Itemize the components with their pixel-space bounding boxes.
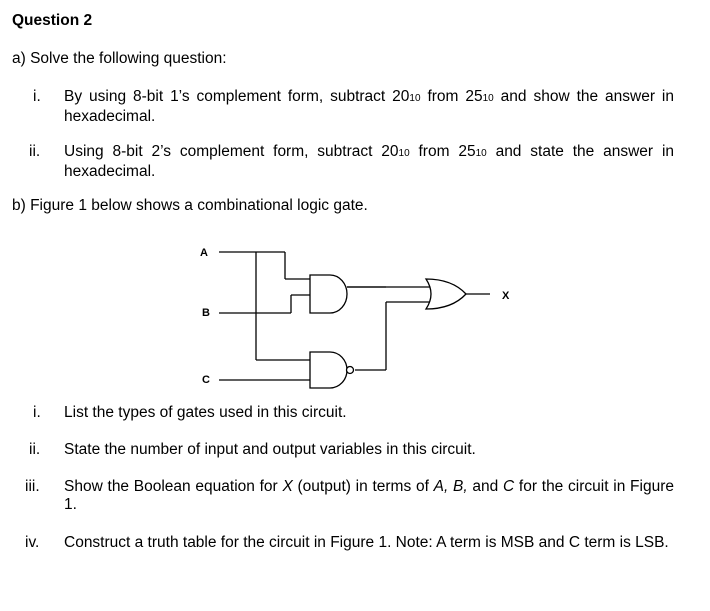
circuit-wires <box>219 252 490 380</box>
nand-gate <box>310 352 347 388</box>
part-b-item-3-number: iii. <box>25 478 40 495</box>
part-b-heading: b) Figure 1 below shows a combinational logic gate. <box>12 197 368 214</box>
subscript: 10 <box>475 148 487 159</box>
part-b-item-2-number: ii. <box>29 441 41 458</box>
input-a-label: A <box>200 247 208 259</box>
part-b-item-2-text: State the number of input and output variables in this circuit. <box>64 441 476 458</box>
inversion-bubble <box>347 367 354 374</box>
part-b-item-3-text: Show the Boolean equation for X (output) in terms of A, B, and C for the circuit in Figure 1. <box>64 478 674 513</box>
input-c-label: C <box>202 374 210 386</box>
input-b-label: B <box>202 307 210 319</box>
output-x-label: X <box>502 290 510 302</box>
part-b-item-1-text: List the types of gates used in this circuit. <box>64 404 347 421</box>
subscript: 10 <box>409 93 421 104</box>
or-gate <box>426 279 466 309</box>
part-a-item-2-text: Using 8-bit 2’s complement form, subtract 2010 from 2510 and state the answer in hexadecimal. <box>64 143 675 180</box>
part-a-item-2-number: ii. <box>29 143 41 160</box>
part-b-item-4-number: iv. <box>25 534 40 551</box>
question-title: Question 2 <box>12 12 93 29</box>
part-b-item-4-text: Construct a truth table for the circuit in Figure 1. Note: A term is MSB and C term is LSB. <box>64 534 669 551</box>
subscript: 10 <box>398 148 410 159</box>
and-gate <box>310 275 347 313</box>
part-a-heading: a) Solve the following question: <box>12 50 227 67</box>
subscript: 10 <box>482 93 494 104</box>
part-a-item-1-text: By using 8-bit 1’s complement form, subtract 2010 from 2510 and show the answer in hexadecimal. <box>64 88 674 125</box>
part-a-item-1-number: i. <box>33 88 41 105</box>
part-b-item-1-number: i. <box>33 404 41 421</box>
